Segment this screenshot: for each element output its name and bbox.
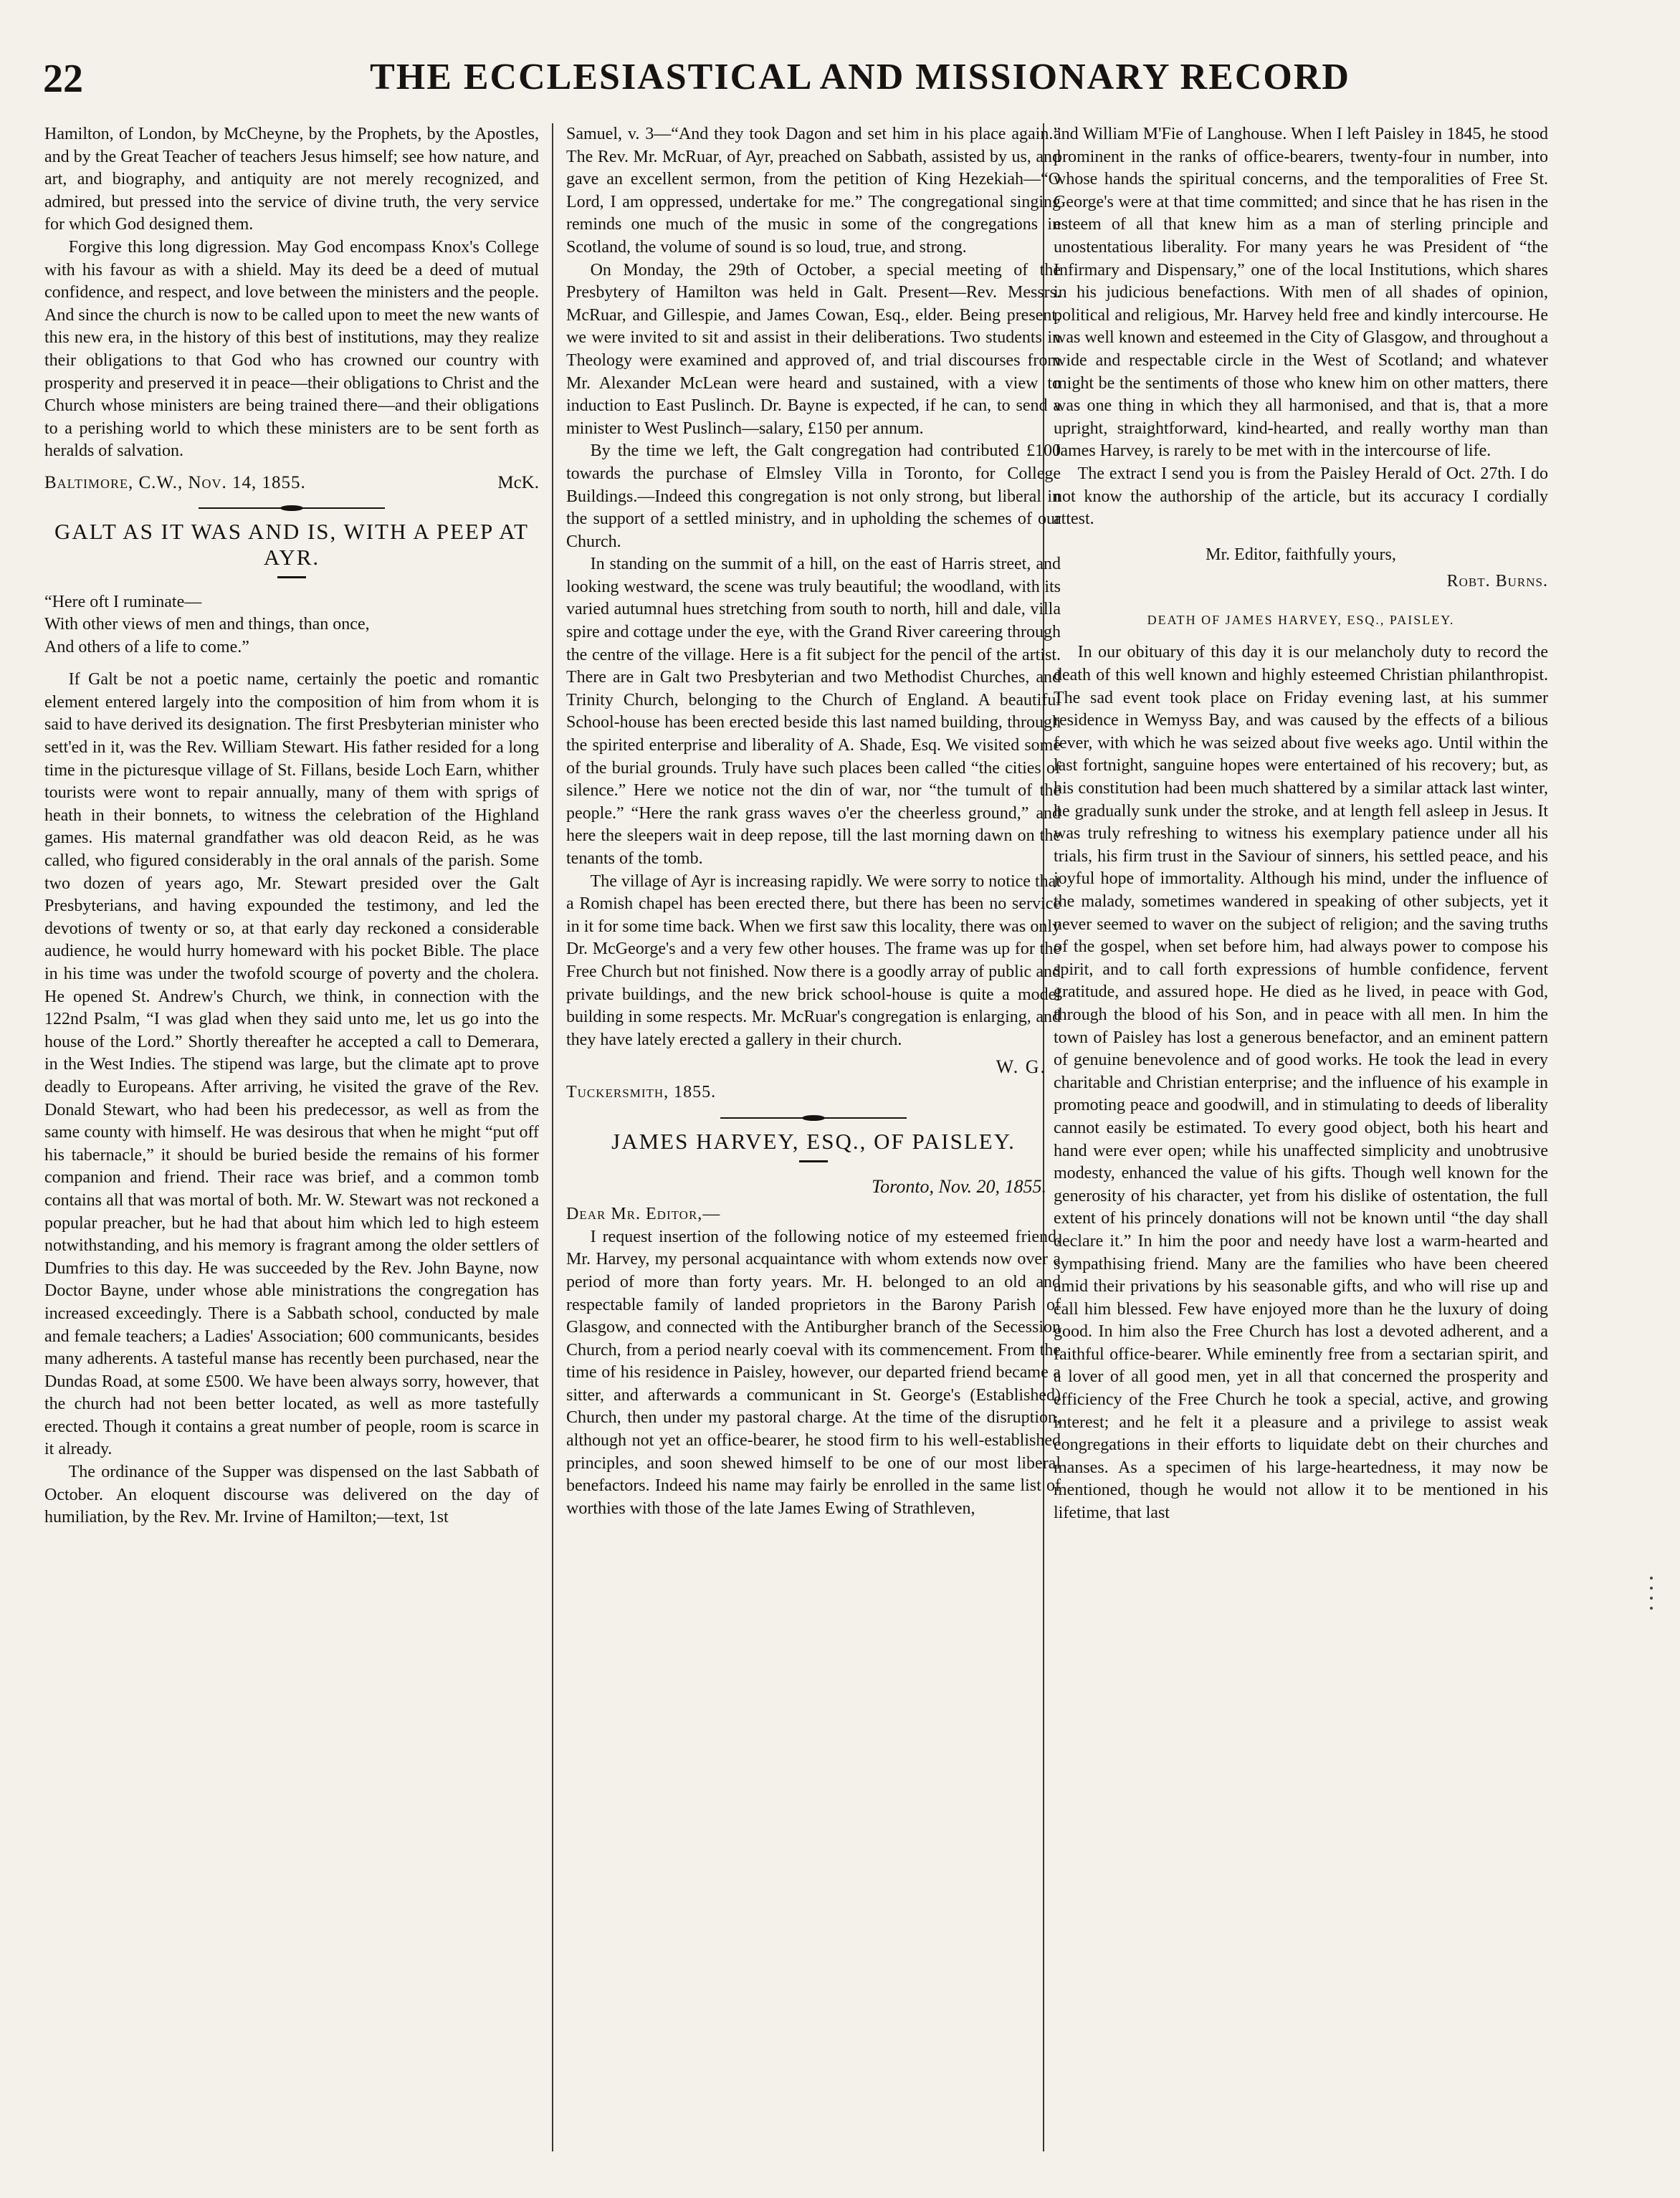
column-right [1054,123,1548,2173]
section-ornament [720,1114,907,1122]
letter-date: Toronto, Nov. 20, 1855. [872,1175,1046,1197]
paragraph: Hamilton, of London, by McCheyne, by the Prophets, by the Apostles, and by the Great Teacher of teachers Jesus himself; see how nature, and art, and biography, and antiquity are not merely recognized, and admired, but pressed into the service of divine truth, the very service for which God designed them. [44,125,539,234]
epigraph-line: “Here oft I ruminate— [44,592,202,611]
epigraph-line: And others of a life to come.” [44,637,249,656]
margin-dot [1650,1587,1653,1590]
paragraph: Forgive this long digression. May God encompass Knox's College with his favour as with a shield. May its deed be a deed of mutual confidence, and respect, and love between the ministers and the people. And since the church is now to be called upon to meet the new wants of this new era, in the history of this best of institutions, may they realize their obligations to that God who has crowned our country with prosperity and preserved it in peace—their obligations to Christ and the Church whose ministers are being trained there—and their obligations to a perishing world to which these ministers are to be sent forth as heralds of salvation. [44,237,539,461]
dateline [44,472,539,494]
heading-rule [799,1160,828,1162]
letter-closing: Mr. Editor, faithfully yours, [1206,545,1396,564]
letter-salutation: Dear Mr. Editor,— [566,1205,721,1224]
paragraph: and William M'Fie of Langhouse. When I left Paisley in 1845, he stood prominent in the ranks of office-bearers, twenty-four in number, into whose hands the spiritual concerns, and the temporalities of Free St. George's were at that time committed; and since that he has risen in the esteem of all that knew him as a man of sterling principle and unostentatious liberality. For many years he was President of “the Infirmary and Dispensary,” one of the local Institutions, which shares in his judicious benefactions. With men of all shades of opinion, political and religious, Mr. Harvey held free and kindly intercourse. He was well known and esteemed in the City of Glasgow, and throughout a wide and respectable circle in the West of Scotland; and whatever might be the sentiments of those who knew him on other matters, there was one thing in which they all harmonised, and that is, that a more upright, straightforward, kind-hearted, and really worthy man than James Harvey, is rarely to be met with in the intercourse of life. [1054,125,1548,461]
paragraph: In standing on the summit of a hill, on the east of Harris street, and looking westward, the scene was truly beautiful; the woodland, with its varied autumnal hues stretching from south to north, hill and dale, villa spire and cottage under the eye, with the Grand River careering through the centre of the village. Here is a fit subject for the pencil of the artist. There are in Galt two Presbyterian and two Methodist Churches, and Trinity Church, belonging to the Church of England. A beautiful School-house has been erected beside this last named building, through the spirited enterprise and liberality of A. Shade, Esq. We visited some of the burial grounds. Truly have such places been called “the cities of silence.” Here we notice not the din of war, nor “the tumult of the people.” “Here the rank grass waves o'er the cheerless ground,” and here the sleepers wait in deep repose, till the last morning dawn on the tenants of the tomb. [566,555,1061,868]
margin-dot [1650,1577,1653,1580]
paragraph: The ordinance of the Supper was dispensed on the last Sabbath of October. An eloquent discourse was delivered on the day of humiliation, by the Rev. Mr. Irvine of Hamilton;—text, 1st [44,1463,539,1527]
column-middle [566,123,1061,2173]
section-ornament [199,505,385,512]
article-signature: W. G. [996,1056,1046,1078]
paragraph: The village of Ayr is increasing rapidly. We were sorry to notice that a Romish chapel has been erected there, but there has been no service in it for some time back. When we first saw this locality, there was only Dr. McGeorge's and a very few other houses. The frame was up for the Free Church but not finished. Now there is a goodly array of public and private buildings, and the new brick school-house is quite a model building in some respects. Mr. McRuar's congregation is enlarging, and they have lately erected a gallery in their church. [566,871,1061,1049]
paragraph: If Galt be not a poetic name, certainly the poetic and romantic element entered largely into the composition of him from whom it is said to have derived its designation. The first Presbyterian minister who sett'ed in it, was the Rev. William Stewart. His father resided for a long time in the picturesque village of St. Fillans, beside Loch Earn, whither tourists were wont to repair annually, many of them with sprigs of heath in their bonnets, to witness the celebration of the Highland games. His maternal grandfather was old deacon Reid, as he was called, who figured considerably in the oral annals of the parish. Some two dozen of years ago, Mr. Stewart presided over the Galt Presbyterians, and having expounded the testimony, and led the devotions of twenty or so, at that early day reckoned a considerable audience, he would hurry homeward with his pocket Bible. The place in his time was under the twofold scourge of poverty and the cholera. He opened St. Andrew's Church, we think, in connection with the 122nd Psalm, “I was glad when they said unto me, let us go into the house of the Lord.” Shortly thereafter he accepted a call to Demerara, in the West Indies. The stipend was large, but the climate apt to prove deadly to Europeans. After arriving, he visited the grave of the Rev. Donald Stewart, who had been his predecessor, as well as from the same county with himself. He was desirous that when he might “put off his tabernacle,” it should be buried beside the remains of his former companion and friend. Their race was brief, and a common tomb contains all that was mortal of both. Mr. W. Stewart was not reckoned a popular preacher, but he had that about him which led to high esteem notwithstanding, and his memory is fragrant among the older settlers of Dumfries to this day. He was succeeded by the Rev. John Bayne, now Doctor Bayne, under whose able ministrations the congregation has increased exceedingly. There is a Sabbath school, conducted by male and female teachers; a Ladies' Association; 600 communicants, besides many adherents. A tasteful manse has recently been purchased, near the Dundas Road, at some £500. We have been always sorry, however, that the church had not been better located, as well as more tastefully erected. Though it contains a great number of people, room is scarce in it already. [44,670,539,1459]
letter-signer: Robt. Burns. [1446,572,1548,591]
margin-dot [1650,1597,1653,1600]
column-left [44,123,539,2173]
margin-marks [1648,1577,1656,1627]
epigraph-line: With other views of men and things, than once, [44,615,370,634]
paragraph: By the time we left, the Galt congregation had contributed £100 towards the purchase of Elmsley Villa in Toronto, for College Buildings.—Indeed this congregation is not only strong, but liberal in the support of a settled ministry, and in upholding the schemes of our Church. [566,441,1061,551]
page-number: 22 [43,57,83,101]
heading-rule [277,576,306,578]
paragraph: In our obituary of this day it is our melancholy duty to record the death of this well known and highly esteemed Christian philanthropist. The sad event took place on Friday evening last, at his summer residence in Wemyss Bay, and was caused by the effects of a bilious fever, with which he was seized about five weeks ago. Until within the last fortnight, sanguine hopes were entertained of his recovery; but, as his constitution had been much shattered by a similar attack last winter, he gradually sunk under the stroke, and at length fell asleep in Jesus. It was truly refreshing to witness his exemplary patience under all his trials, his firm trust in the Saviour of sinners, his settled peace, and his joyful hope of immortality. Although his mind, under the influence of the malady, sometimes wandered in speaking of other subjects, yet it never seemed to waver on the subject of religion; and the saving truths of the gospel, when set before him, had always power to compose his spirit, and to call forth expressions of humble confidence, fervent gratitude, and assured hope. He died as he lived, in peace with God, through the blood of his Son, and in peace with all men. In him the town of Paisley has lost a generous benefactor, and an eminent pattern of genuine benevolence and of good works. He took the lead in every charitable and Christian enterprise; and the influence of his example in promoting peace and goodwill, and in stimulating to deeds of liberality cannot easily be estimated. To every good object, both his heart and hand were ever open; while his unaffected simplicity and unobtrusive modesty, enhanced the value of his gifts. Though well known for the generosity of his character, yet from his dislike of ostentation, the full extent of his princely donations will not be known until “the day shall declare it.” In him the poor and needy have lost a warm-hearted and sympathising friend. Many are the families who have been cheered amid their privations by his seasonable gifts, and who will rise up and call him blessed. Few have enjoyed more than he the luxury of doing good. In him also the Free Church has lost a devoted adherent, and a faithful office-bearer. While eminently free from a sectarian spirit, and a lover of all good men, yet in all that concerned the prosperity and efficiency of the Free Church he took a special, active, and growing interest; and he felt it a pleasure and a privilege to assist weak congregations in their efforts to liquidate debt on their churches and manses. As a specimen of his large-heartedness, it may now be mentioned, though he would not allow it to be mentioned in his lifetime, that last [1054,643,1548,1523]
paragraph: The extract I send you is from the Paisley Herald of Oct. 27th. I do not know the authorship of the article, but its accuracy I cordially attest. [1054,464,1548,529]
running-title: THE ECCLESIASTICAL AND MISSIONARY RECORD [370,57,1350,97]
page-header [43,56,1555,106]
epigraph [44,591,539,659]
article-heading-galt: GALT AS IT WAS AND IS, WITH A PEEP AT AYR. [54,518,529,570]
dateline-place: Baltimore, C.W., Nov. 14, 1855. [44,472,306,492]
dateline-signature: McK. [497,472,539,492]
column-divider [552,123,553,2151]
paragraph: On Monday, the 29th of October, a special meeting of the Presbytery of Hamilton was held in Galt. Present—Rev. Messrs. McRuar, and Gillespie, and James Cowan, Esq., elder. Being present, we were invited to sit and assist in their deliberations. Two students in Theology were examined and approved of, and trial discourses from Mr. Alexander McLean were heard and sustained, with a view to induction to East Puslinch. Dr. Bayne is expected, if he can, to send a minister to West Puslinch—salary, £150 per annum. [566,260,1061,438]
margin-dot [1650,1607,1653,1610]
article-place: Tuckersmith, 1855. [566,1082,717,1102]
paragraph: Samuel, v. 3—“And they took Dagon and set him in his place again.” The Rev. Mr. McRuar, of Ayr, preached on Sabbath, assisted by us, and gave an excellent sermon, from the petition of King Hezekiah—“O Lord, I am oppressed, undertake for me.” The congregational singing reminds one much of the music in some of the congregations in Scotland, the volume of sound is so loud, true, and strong. [566,125,1061,257]
paragraph: I request insertion of the following notice of my esteemed friend, Mr. Harvey, my personal acquaintance with whom extends now over a period of more than forty years. Mr. H. belonged to an old and respectable family of landed proprietors in the Barony Parish of Glasgow, and connected with the Antiburgher branch of the Secession Church, from a period nearly coeval with its commencement. From the time of his residence in Paisley, however, our departed friend became a sitter, and afterwards a communicant in St. George's (Established) Church, then under my pastoral charge. At the time of the disruption, although not yet an office-bearer, he stood firm to his well-established principles, and soon shewed himself to be one of our most liberal benefactors. Indeed his name may fairly be enrolled in the same list of worthies with those of the late James Ewing of Strathleven, [566,1227,1061,1518]
obituary-heading: DEATH OF JAMES HARVEY, ESQ., PAISLEY. [1147,612,1455,627]
article-heading-harvey: JAMES HARVEY, ESQ., OF PAISLEY. [611,1128,1016,1154]
